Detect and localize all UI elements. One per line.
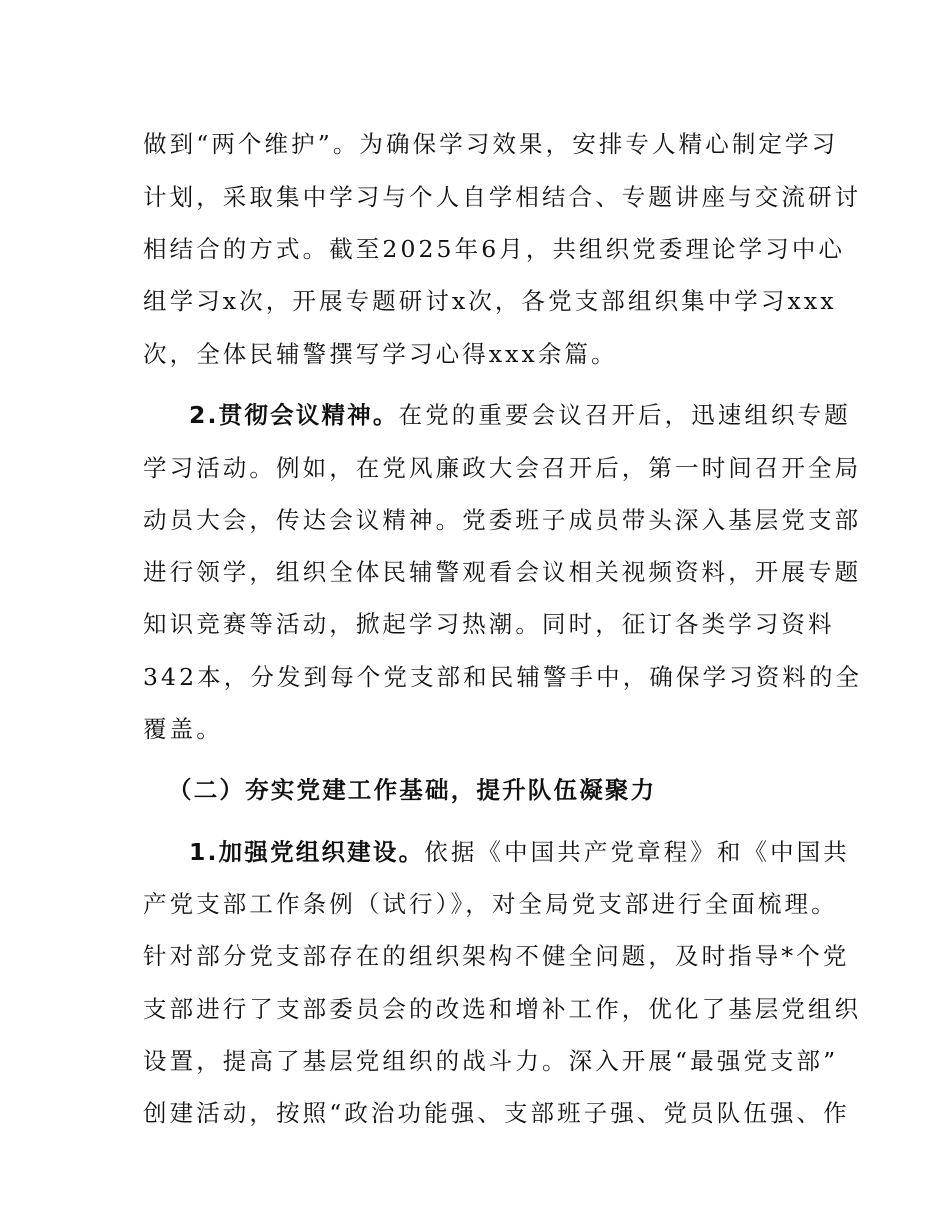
paragraph-2-line-5: 知识竞赛等活动，掀起学习热潮。同时，征订各类学习资料 xyxy=(143,610,835,638)
paragraph-3-line-4: 支部进行了支部委员会的改选和增补工作，优化了基层党组织 xyxy=(143,995,862,1023)
paragraph-2-line-1 xyxy=(189,398,851,432)
paragraph-2-line-6: 342本，分发到每个党支部和民辅警手中，确保学习资料的全 xyxy=(143,663,863,691)
section-heading: （二）夯实党建工作基础，提升队伍凝聚力 xyxy=(168,776,657,804)
paragraph-3-line-2: 产党支部工作条例（试行）》，对全局党支部进行全面梳理。 xyxy=(143,890,838,918)
paragraph-2-line-4: 进行领学，组织全体民辅警观看会议相关视频资料，开展专题 xyxy=(143,558,862,586)
paragraph-3-line-1 xyxy=(189,835,850,869)
paragraph-2-lead: 2.贯彻会议精神。 xyxy=(189,401,399,429)
paragraph-3-lead: 1.加强党组织建设。 xyxy=(189,838,425,866)
paragraph-3-line-5: 设置，提高了基层党组织的战斗力。深入开展“最强党支部” xyxy=(143,1047,839,1075)
paragraph-3-line-3: 针对部分党支部存在的组织架构不健全问题，及时指导*个党 xyxy=(143,942,850,970)
paragraph-1-line-2: 计划，采取集中学习与个人自学相结合、专题讲座与交流研讨 xyxy=(143,183,862,211)
paragraph-3-first-line-rest: 依据《中国共产党章程》和《中国共 xyxy=(424,838,850,866)
paragraph-2-line-7: 覆盖。 xyxy=(143,715,223,743)
paragraph-1-line-1: 做到“两个维护”。为确保学习效果，安排专人精心制定学习 xyxy=(143,130,839,158)
paragraph-1-line-4: 组学习x次，开展专题研讨x次，各党支部组织集中学习xxx xyxy=(143,287,837,315)
paragraph-2-line-2: 学习活动。例如，在党风廉政大会召开后，第一时间召开全局 xyxy=(143,454,862,482)
paragraph-2-line-3: 动员大会，传达会议精神。党委班子成员带头深入基层党支部 xyxy=(143,506,862,534)
paragraph-1-line-3: 相结合的方式。截至2025年6月，共组织党委理论学习中心 xyxy=(143,235,846,263)
paragraph-1-line-5: 次，全体民辅警撰写学习心得xxx余篇。 xyxy=(143,340,618,368)
paragraph-2-first-line-rest: 在党的重要会议召开后，迅速组织专题 xyxy=(398,401,851,429)
paragraph-3-line-6: 创建活动，按照“政治功能强、支部班子强、党员队伍强、作 xyxy=(143,1099,850,1127)
